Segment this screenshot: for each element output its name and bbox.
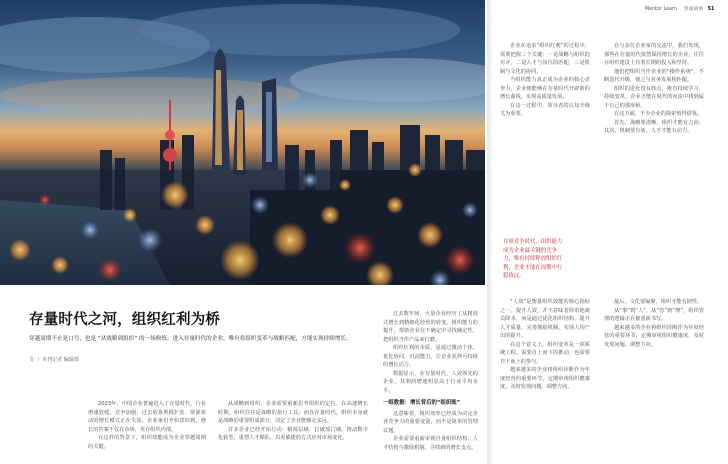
running-header [645, 5, 714, 12]
paragraph: 企业在追求“组织红利”的过程中，需要把握三个关键：一是战略与组织的对齐，二是人才与岗位的匹配，三是机制与文化的协同。 [500, 43, 590, 75]
paragraph: 2023年，中国企业普遍进入了存量时代，行业增速放缓、竞争加剧，过去依靠规模扩张、资源驱动的增长模式正在失效。企业家们开始意识到，增长的答案不仅在市场，更在组织内部。 [88, 401, 206, 433]
pull-quote-line: 成为企业最关键的竞争 [503, 247, 557, 254]
paragraph: 在这一过程中，领导者的认知升级尤为重要。 [500, 102, 590, 117]
article-lede: 穿越周期不止是口号，也是 “从战略到组织” 的一场修炼。进入存量时代的企业，唯有将组织变革与战略匹配，方能实现持续增长。 [29, 336, 352, 342]
page-number: 51 [707, 7, 715, 12]
paragraph: 他们把组织当作企业的“操作系统”，不断迭代升级，使之与业务发展相匹配。 [604, 68, 704, 83]
header-column: 封面故事 [683, 7, 704, 12]
paragraph: 过去数年间，大量企业经历了从粗放式增长到精细化经营的转变。组织能力的提升，帮助企业在不确定中寻找确定性，把组织当作产品来打磨。 [383, 311, 478, 343]
paragraph: 在这样的背景下，组织效能成为企业穿越周期的关键。 [88, 435, 206, 450]
paragraph: 许多企业已经开始行动：精简层级、打破部门墙、推动数字化转型、重塑人才梯队，以更敏捷的方式应对市场变化。 [218, 426, 368, 441]
paragraph: 越来越多的企业将组织诊断作为年度经营的重要环节，定期审视组织健康度，及时发现问题、调整方向。 [604, 324, 704, 348]
paragraph: 越来越多的企业将组织诊断作为年度经营的重要环节，定期审视组织健康度，及时发现问题、调整方向。 [500, 367, 590, 390]
section-heading: 一组数据：增长背后的“组织账” [383, 400, 461, 406]
hero-photo [0, 0, 485, 285]
paragraph: 最后，文化要凝聚，组织才能有韧性。 [614, 299, 703, 305]
paragraph: 在这个意义上，组织变革是一项系统工程，需要自上而下的推动，也需要自下而上的参与。 [500, 341, 590, 365]
pull-quote-line: 利，企业才能在周期中行 [503, 264, 563, 271]
page-gutter [487, 0, 493, 464]
pull-quote [503, 238, 585, 281]
paragraph: 企业需要重新审视自身组织结构、人才结构与激励机制，寻找新的增长支点。 [383, 436, 478, 451]
pull-quote-line: 存量竞争时代，组织能力 [503, 239, 563, 245]
paragraph: 数据显示，在存量时代，人效领先的企业，其利润增速明显高于行业平均水平。 [383, 370, 478, 394]
body-column-left-1 [88, 400, 206, 460]
article-title: 存量时代之河，组织红利为桥 [29, 312, 221, 328]
header-section: Mentor Learn [645, 7, 677, 12]
body-column-right-1 [500, 42, 590, 232]
paragraph: 组织的进化没有终点，唯有持续学习、持续变革，企业才能在时代的河流中找到属于自己的那座桥。 [604, 85, 704, 109]
paragraph: 当组织能力真正成为企业的核心竞争力，企业便能够在存量时代开辟新的增长曲线，实现高质量发展。 [500, 77, 590, 100]
paragraph: 从战略到组织，企业需要重新思考组织的定位。在高速增长时期，组织往往是战略的执行工具；而在存量时代，组织本身就是战略的重要组成部分，决定了企业能够走多远。 [218, 401, 368, 424]
paragraph: 组织红利的本质，是通过激活个体、优化协同、沉淀能力，让企业获得可持续的增长动力。 [383, 345, 478, 368]
city-skyline-image [0, 0, 485, 285]
paragraph: 首先，战略要清晰，组织才能有方向；其次，机制要有效，人才才能有动力。 [604, 119, 704, 134]
body-column-left-2 [218, 400, 368, 460]
body-column-right-4 [604, 298, 704, 460]
body-column-right-3 [604, 42, 704, 292]
paragraph: 从“事”到“人”，从“管”到“理”，组织管理的逻辑正在被重新书写。 [604, 307, 704, 322]
article-byline: 文 ｜ 本刊记者 编辑部 [29, 357, 79, 363]
pull-quote-line: 稳致远。 [503, 273, 525, 280]
paragraph: 在与多位企业家的交流中，我们发现，那些在存量时代依然保持增长的企业，往往在组织建设上有着长期的投入和坚持。 [604, 43, 704, 66]
paragraph: “人效”是衡量组织效能的核心指标之一。提升人效，并不意味着简单地裁员降本，而是通过优化组织结构、提升人才质量、完善激励机制，实现人均产出的提升。 [500, 299, 590, 339]
body-column-left-3 [383, 310, 478, 460]
body-column-right-2 [500, 298, 590, 460]
pull-quote-line: 力，唯有持续释放组织红 [503, 256, 563, 263]
paragraph: 在这方面，不少企业的探索值得借鉴。 [614, 111, 703, 117]
paragraph: 这意味着，组织效率已经成为决定企业竞争力的重要变量，而不是简单的管理议题。 [383, 410, 478, 434]
